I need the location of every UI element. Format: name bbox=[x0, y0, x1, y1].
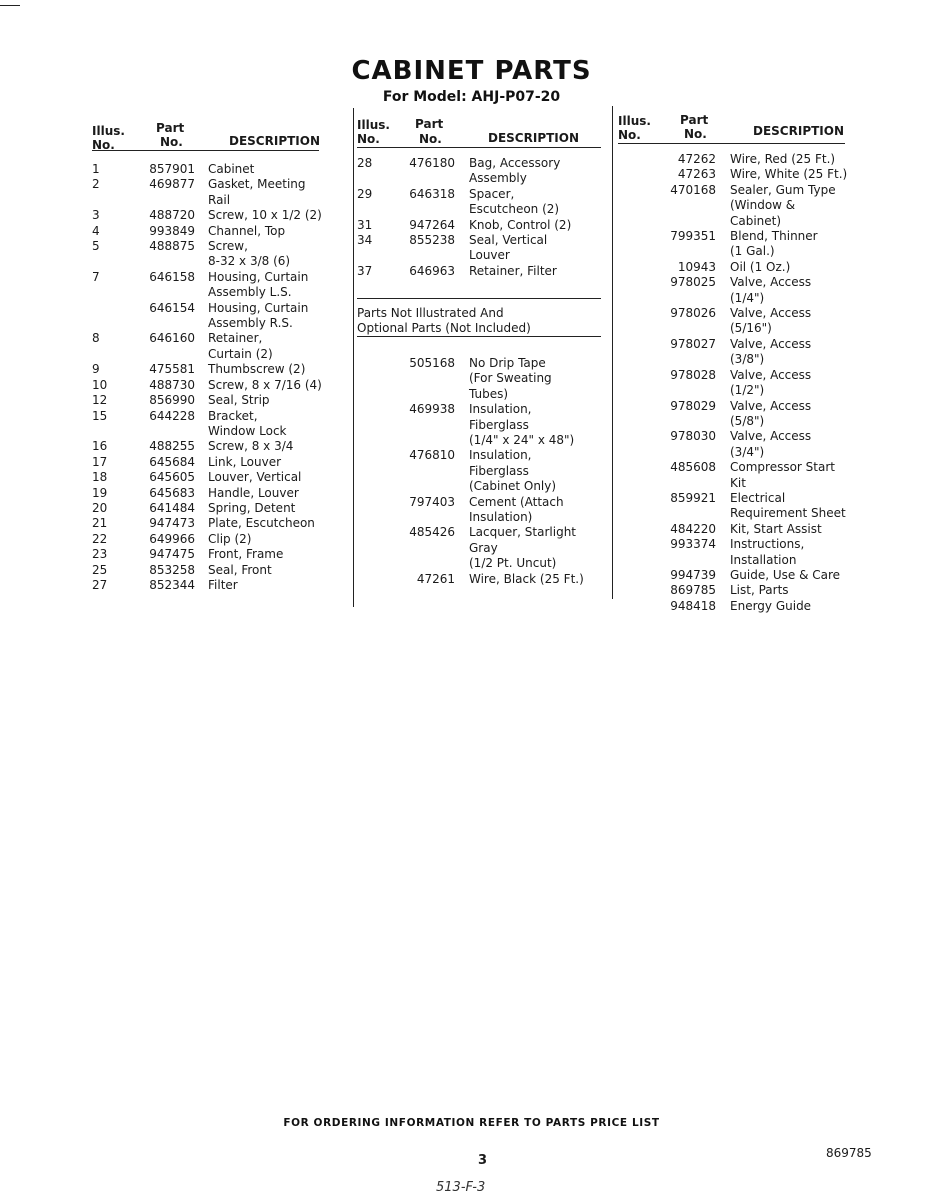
illus-number: 4 bbox=[92, 223, 100, 238]
part-description: No Drip Tape (For Sweating Tubes) bbox=[469, 356, 552, 401]
part-number: 488255 bbox=[149, 439, 195, 454]
part-description: Lacquer, Starlight Gray (1/2 Pt. Uncut) bbox=[469, 525, 577, 571]
table-row bbox=[92, 578, 342, 593]
table-row bbox=[92, 362, 342, 377]
illus-number: 21 bbox=[92, 516, 108, 531]
table-row bbox=[92, 439, 342, 454]
part-number: 47263 bbox=[677, 167, 716, 182]
header-rule bbox=[618, 143, 845, 144]
part-number: 485608 bbox=[670, 460, 716, 475]
part-description: Kit, Start Assist bbox=[730, 521, 822, 536]
table-row bbox=[92, 301, 342, 332]
part-description: Valve, Access (3/8") bbox=[730, 336, 812, 367]
part-description: Valve, Access (3/4") bbox=[730, 429, 812, 459]
table-row bbox=[618, 583, 868, 598]
part-number: 797403 bbox=[409, 494, 455, 509]
part-description: Seal, Vertical Louver bbox=[469, 233, 548, 263]
table-row bbox=[357, 264, 607, 279]
part-description: Oil (1 Oz.) bbox=[730, 259, 791, 274]
part-description: Guide, Use & Care bbox=[730, 567, 841, 582]
table-row bbox=[618, 399, 868, 430]
part-number: 644228 bbox=[149, 408, 195, 423]
corner-mark bbox=[0, 5, 20, 6]
table-row bbox=[357, 233, 607, 264]
header-illus-no: No. bbox=[618, 128, 641, 142]
part-description: Valve, Access (1/2") bbox=[730, 367, 812, 398]
ordering-note: FOR ORDERING INFORMATION REFER TO PARTS PRICE LIST bbox=[283, 1117, 660, 1129]
note-rule-top bbox=[357, 298, 601, 299]
header-illus-no: No. bbox=[92, 138, 115, 152]
part-description: Housing, Curtain Assembly R.S. bbox=[208, 300, 309, 331]
table-row bbox=[357, 187, 607, 218]
part-number: 978028 bbox=[670, 367, 716, 382]
document-number: 869785 bbox=[826, 1146, 872, 1160]
part-number: 469938 bbox=[409, 402, 455, 417]
table-row bbox=[92, 270, 342, 301]
table-row bbox=[618, 229, 868, 260]
illus-number: 1 bbox=[92, 162, 100, 176]
table-row bbox=[618, 337, 868, 368]
table-row bbox=[357, 448, 607, 494]
part-number: 47262 bbox=[677, 152, 716, 166]
part-description: Retainer, Curtain (2) bbox=[208, 331, 273, 361]
part-number: 641484 bbox=[149, 500, 195, 515]
table-row bbox=[618, 306, 868, 337]
table-row bbox=[92, 532, 342, 547]
illus-number: 19 bbox=[92, 485, 108, 500]
illus-number: 27 bbox=[92, 577, 108, 592]
header-illus: Illus. bbox=[92, 124, 125, 138]
part-description: Plate, Escutcheon bbox=[208, 516, 315, 531]
handwritten-stamp: 513-F-3 bbox=[436, 1180, 486, 1195]
parts-list bbox=[92, 162, 342, 593]
part-number: 470168 bbox=[670, 182, 716, 197]
part-number: 978030 bbox=[670, 429, 716, 444]
part-number: 978027 bbox=[670, 336, 716, 351]
part-description: Thumbscrew (2) bbox=[208, 362, 306, 377]
part-number: 947264 bbox=[409, 217, 455, 232]
illus-number: 10 bbox=[92, 377, 108, 392]
part-number: 646318 bbox=[409, 186, 455, 201]
part-number: 475581 bbox=[149, 362, 195, 377]
part-number: 646158 bbox=[149, 269, 195, 284]
illus-number: 3 bbox=[92, 208, 100, 223]
part-description: Insulation, Fiberglass (Cabinet Only) bbox=[469, 448, 557, 494]
header-rule bbox=[92, 150, 319, 151]
page-title: CABINET PARTS bbox=[351, 56, 592, 86]
header-description: DESCRIPTION bbox=[229, 134, 321, 148]
illus-number: 37 bbox=[357, 263, 373, 278]
header-illus-no: No. bbox=[357, 132, 380, 146]
illus-number: 17 bbox=[92, 454, 108, 469]
table-row bbox=[92, 393, 342, 408]
illus-number: 22 bbox=[92, 531, 108, 546]
part-number: 978029 bbox=[670, 398, 716, 413]
part-description: Valve, Access (5/8") bbox=[730, 398, 812, 428]
illus-number: 2 bbox=[92, 177, 100, 192]
table-row bbox=[92, 455, 342, 470]
illus-number: 7 bbox=[92, 269, 100, 284]
header-part: Part bbox=[415, 117, 444, 131]
part-description: Seal, Strip bbox=[208, 393, 270, 408]
illus-number: 5 bbox=[92, 239, 100, 254]
header-description: DESCRIPTION bbox=[488, 131, 580, 145]
part-description: Wire, White (25 Ft.) bbox=[730, 167, 848, 182]
part-number: 476810 bbox=[409, 448, 455, 463]
table-row bbox=[618, 275, 868, 306]
table-row bbox=[92, 208, 342, 223]
note-rule-bottom bbox=[357, 336, 601, 337]
part-number: 646963 bbox=[409, 263, 455, 278]
table-row bbox=[618, 167, 868, 182]
part-description: Spacer, Escutcheon (2) bbox=[469, 186, 560, 217]
header-illus: Illus. bbox=[357, 118, 390, 132]
illus-number: 29 bbox=[357, 186, 373, 201]
part-description: Housing, Curtain Assembly L.S. bbox=[208, 269, 309, 300]
table-row bbox=[618, 429, 868, 460]
part-number: 47261 bbox=[416, 571, 455, 586]
part-description: Valve, Access (5/16") bbox=[730, 306, 812, 336]
illus-number: 20 bbox=[92, 500, 108, 515]
part-number: 488720 bbox=[149, 208, 195, 223]
header-part-no: No. bbox=[684, 127, 707, 141]
table-row bbox=[92, 162, 342, 177]
model-subtitle: For Model: AHJ-P07-20 bbox=[382, 89, 561, 105]
part-number: 484220 bbox=[670, 521, 716, 536]
part-number: 948418 bbox=[670, 598, 716, 613]
header-part-no: No. bbox=[419, 132, 442, 146]
part-description: Insulation, Fiberglass (1/4" x 24" x 48") bbox=[469, 402, 575, 448]
part-number: 978025 bbox=[670, 275, 716, 290]
part-description: Sealer, Gum Type (Window & Cabinet) bbox=[730, 182, 836, 228]
table-row bbox=[92, 177, 342, 208]
table-row bbox=[92, 239, 342, 270]
table-row bbox=[618, 183, 868, 229]
part-number: 869785 bbox=[670, 583, 716, 598]
table-row bbox=[92, 501, 342, 516]
part-description: Channel, Top bbox=[208, 223, 286, 238]
header-part: Part bbox=[680, 113, 709, 127]
parts-column-3 bbox=[618, 112, 868, 614]
part-description: Compressor Start Kit bbox=[730, 460, 835, 490]
table-row bbox=[92, 516, 342, 531]
part-number: 856990 bbox=[149, 393, 195, 408]
column-header bbox=[92, 122, 342, 162]
table-row bbox=[92, 470, 342, 485]
part-description: Bracket, Window Lock bbox=[208, 408, 287, 438]
parts-column-1 bbox=[92, 122, 342, 593]
header-part-no: No. bbox=[160, 135, 183, 149]
part-description: Energy Guide bbox=[730, 598, 812, 613]
part-description: Louver, Vertical bbox=[208, 470, 302, 485]
table-row bbox=[618, 460, 868, 491]
table-row bbox=[357, 495, 607, 526]
optional-parts bbox=[357, 356, 607, 587]
column-divider-2 bbox=[612, 106, 613, 599]
part-description: Link, Louver bbox=[208, 454, 282, 469]
illus-number: 15 bbox=[92, 408, 108, 423]
part-description: Screw, 10 x 1/2 (2) bbox=[208, 208, 322, 223]
part-description: Screw, 8-32 x 3/8 (6) bbox=[208, 239, 291, 269]
table-row bbox=[618, 522, 868, 537]
parts-column-2 bbox=[357, 116, 607, 279]
part-number: 947473 bbox=[149, 516, 195, 531]
table-row bbox=[357, 402, 607, 448]
part-number: 857901 bbox=[149, 162, 195, 176]
part-description: Blend, Thinner (1 Gal.) bbox=[730, 229, 818, 259]
table-row bbox=[92, 409, 342, 440]
table-row bbox=[92, 331, 342, 362]
page-number: 3 bbox=[478, 1153, 488, 1168]
table-row bbox=[618, 537, 868, 568]
table-row bbox=[357, 525, 607, 571]
part-description: Seal, Front bbox=[208, 562, 272, 577]
header-description: DESCRIPTION bbox=[753, 124, 845, 138]
header-rule bbox=[357, 147, 601, 148]
illus-number: 9 bbox=[92, 362, 100, 377]
part-number: 799351 bbox=[670, 229, 716, 244]
part-number: 994739 bbox=[670, 567, 716, 582]
part-description: Cement (Attach Insulation) bbox=[469, 494, 564, 525]
part-description: Front, Frame bbox=[208, 547, 284, 562]
part-number: 485426 bbox=[409, 525, 455, 540]
table-row bbox=[92, 547, 342, 562]
part-number: 476180 bbox=[409, 156, 455, 170]
table-row bbox=[618, 260, 868, 275]
part-description: Wire, Red (25 Ft.) bbox=[730, 152, 836, 166]
table-row bbox=[92, 378, 342, 393]
part-description: Spring, Detent bbox=[208, 500, 296, 515]
part-description: Knob, Control (2) bbox=[469, 217, 572, 232]
part-description: Electrical Requirement Sheet bbox=[730, 490, 846, 521]
table-row bbox=[618, 599, 868, 614]
table-row bbox=[357, 156, 607, 187]
illus-number: 28 bbox=[357, 156, 373, 170]
table-row bbox=[618, 368, 868, 399]
part-description: Screw, 8 x 7/16 (4) bbox=[208, 377, 322, 392]
table-row bbox=[92, 224, 342, 239]
illus-number: 25 bbox=[92, 562, 108, 577]
part-description: Handle, Louver bbox=[208, 485, 299, 500]
part-number: 645683 bbox=[149, 485, 195, 500]
part-number: 859921 bbox=[670, 490, 716, 505]
illus-number: 23 bbox=[92, 547, 108, 562]
part-description: Filter bbox=[208, 577, 238, 592]
part-number: 10943 bbox=[677, 259, 716, 274]
part-description: Bag, Accessory Assembly bbox=[469, 156, 561, 186]
parts-list bbox=[618, 152, 868, 614]
optional-parts-list bbox=[357, 356, 607, 587]
part-description: Wire, Black (25 Ft.) bbox=[469, 571, 584, 586]
header-illus: Illus. bbox=[618, 114, 651, 128]
table-row bbox=[618, 491, 868, 522]
part-number: 646154 bbox=[149, 300, 195, 315]
illus-number: 18 bbox=[92, 470, 108, 485]
part-description: Clip (2) bbox=[208, 531, 252, 546]
part-description: Instructions, Installation bbox=[730, 537, 805, 567]
illus-number: 34 bbox=[357, 233, 373, 248]
part-description: Retainer, Filter bbox=[469, 263, 557, 278]
part-number: 993849 bbox=[149, 223, 195, 238]
header-part: Part bbox=[156, 121, 185, 135]
part-number: 488730 bbox=[149, 377, 195, 392]
part-description: Valve, Access (1/4") bbox=[730, 275, 812, 305]
part-number: 649966 bbox=[149, 531, 195, 546]
part-number: 488875 bbox=[149, 239, 195, 254]
table-row bbox=[618, 152, 868, 167]
table-row bbox=[357, 356, 607, 402]
part-number: 978026 bbox=[670, 306, 716, 321]
part-number: 993374 bbox=[670, 537, 716, 552]
part-number: 645605 bbox=[149, 470, 195, 485]
illus-number: 8 bbox=[92, 331, 100, 346]
part-description: Cabinet bbox=[208, 162, 255, 176]
part-number: 855238 bbox=[409, 233, 455, 248]
part-number: 505168 bbox=[409, 356, 455, 370]
illus-number: 31 bbox=[357, 217, 373, 232]
column-divider-1 bbox=[353, 108, 354, 607]
optional-parts-note: Parts Not Illustrated And Optional Parts (Not Included) bbox=[357, 306, 531, 336]
parts-list bbox=[357, 156, 607, 279]
part-description: Screw, 8 x 3/4 bbox=[208, 439, 294, 454]
part-description: Gasket, Meeting Rail bbox=[208, 177, 306, 207]
table-row bbox=[92, 486, 342, 501]
part-number: 852344 bbox=[149, 577, 195, 592]
part-number: 646160 bbox=[149, 331, 195, 346]
part-number: 645684 bbox=[149, 454, 195, 469]
part-description: List, Parts bbox=[730, 583, 789, 598]
illus-number: 16 bbox=[92, 439, 108, 454]
part-number: 469877 bbox=[149, 177, 195, 192]
table-row bbox=[357, 572, 607, 587]
part-number: 853258 bbox=[149, 562, 195, 577]
illus-number: 12 bbox=[92, 393, 108, 408]
part-number: 947475 bbox=[149, 547, 195, 562]
table-row bbox=[618, 568, 868, 583]
table-row bbox=[357, 218, 607, 233]
table-row bbox=[92, 563, 342, 578]
column-header bbox=[618, 112, 868, 152]
column-header bbox=[357, 116, 607, 156]
